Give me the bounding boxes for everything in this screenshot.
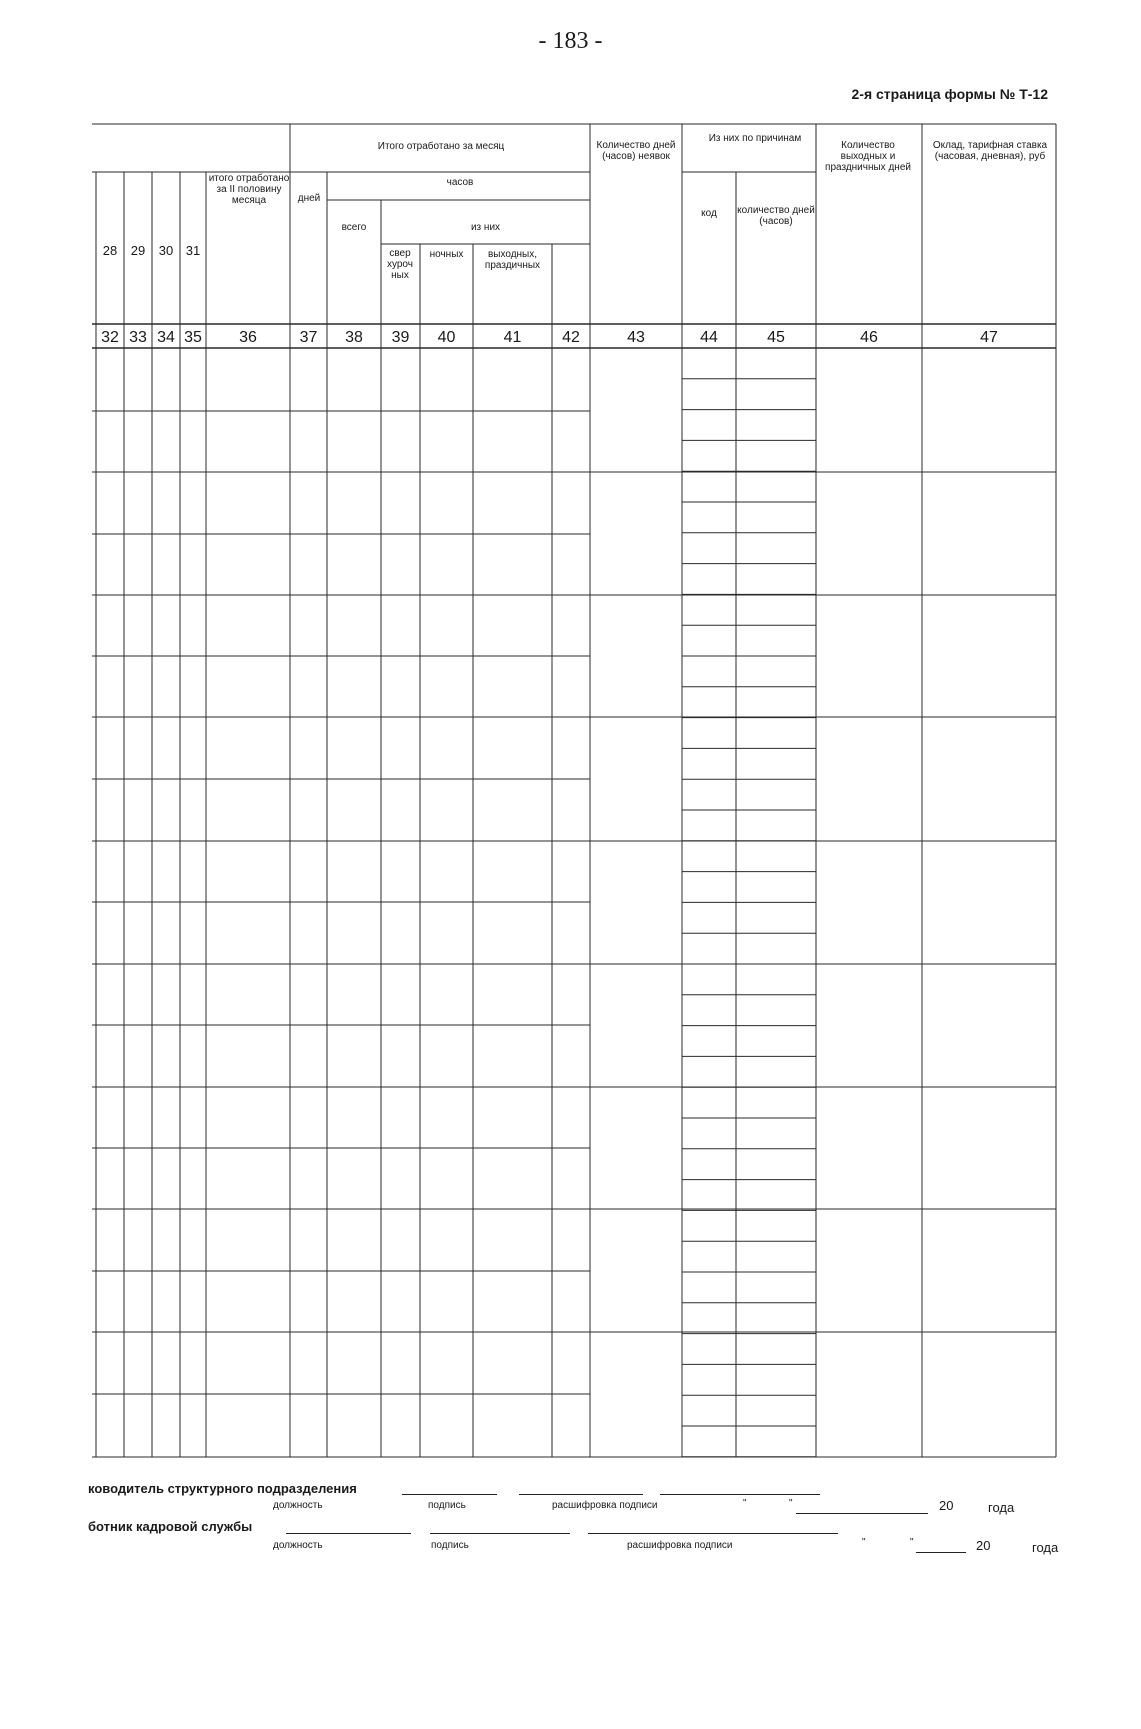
col-num-43: 43 [627, 329, 645, 346]
header-hours: часов [446, 177, 474, 188]
header-day-28: 28 [102, 243, 118, 258]
head-decoding-caption: расшифровка подписи [552, 1500, 658, 1511]
head-signature-caption: подпись [428, 1500, 466, 1511]
header-code: код [701, 208, 717, 219]
col-num-47: 47 [980, 329, 998, 346]
header-days-hours: количество дней (часов) [737, 205, 815, 227]
head-decoding-line[interactable] [660, 1494, 820, 1495]
hr-date-line[interactable] [916, 1552, 966, 1553]
header-by-reason: Из них по причинам [708, 133, 802, 144]
col-num-44: 44 [700, 329, 718, 346]
footer-head-label: ководитель структурного подразделения [88, 1481, 357, 1496]
col-num-36: 36 [239, 329, 257, 346]
header-weekend-days: Количество выходных и праздничных дней [825, 140, 911, 173]
header-holiday: выходных, праздичных [484, 249, 541, 271]
head-quote-open: " [743, 1498, 747, 1509]
head-position-line[interactable] [402, 1494, 497, 1495]
col-num-39: 39 [391, 329, 410, 346]
head-year-prefix: 20 [939, 1498, 954, 1513]
header-day-31: 31 [185, 243, 201, 258]
col-num-35: 35 [184, 329, 202, 346]
hr-decoding-line[interactable] [588, 1533, 838, 1534]
hr-year-word: года [1032, 1540, 1059, 1555]
hr-position-caption: должность [273, 1540, 323, 1551]
col-num-45: 45 [767, 329, 785, 346]
header-total-month: Итого отработано за месяц [377, 141, 505, 152]
hr-decoding-caption: расшифровка подписи [627, 1540, 733, 1551]
head-position-caption: должность [273, 1500, 323, 1511]
hr-position-line[interactable] [286, 1533, 411, 1534]
col-num-42: 42 [562, 329, 580, 346]
hr-signature-line[interactable] [430, 1533, 570, 1534]
col-num-41: 41 [503, 329, 522, 346]
page-number: - 183 - [538, 28, 603, 54]
header-day-29: 29 [130, 243, 146, 258]
header-days-count: Количество дней (часов) неявок [596, 140, 676, 162]
col-num-37: 37 [299, 329, 318, 346]
hr-year-prefix: 20 [976, 1538, 991, 1553]
header-day-30: 30 [158, 243, 174, 258]
form-title: 2-я страница формы № Т-12 [851, 86, 1048, 102]
header-total-second-half: итого отработано за II половину месяца [208, 173, 290, 206]
col-num-33: 33 [129, 329, 147, 346]
header-night: ночных [429, 249, 464, 260]
footer-hr-label: ботник кадровой службы [88, 1519, 253, 1534]
hr-quote-open: " [862, 1537, 866, 1548]
col-num-38: 38 [345, 329, 363, 346]
col-num-40: 40 [437, 329, 456, 346]
col-num-46: 46 [860, 329, 878, 346]
col-num-34: 34 [157, 329, 175, 346]
head-date-line[interactable] [796, 1513, 928, 1514]
header-of-them: из них [470, 222, 501, 233]
head-signature-line[interactable] [519, 1494, 643, 1495]
col-num-32: 32 [101, 329, 119, 346]
hr-quote-close: " [910, 1537, 914, 1548]
header-all: всего [341, 222, 367, 233]
header-overtime: свер хуроч ных [386, 248, 413, 281]
head-year-word: года [988, 1500, 1015, 1515]
header-days: дней [297, 193, 321, 204]
head-quote-close: " [789, 1498, 793, 1509]
header-salary: Оклад, тарифная ставка (часовая, дневная), руб [932, 140, 1048, 162]
hr-signature-caption: подпись [431, 1540, 469, 1551]
